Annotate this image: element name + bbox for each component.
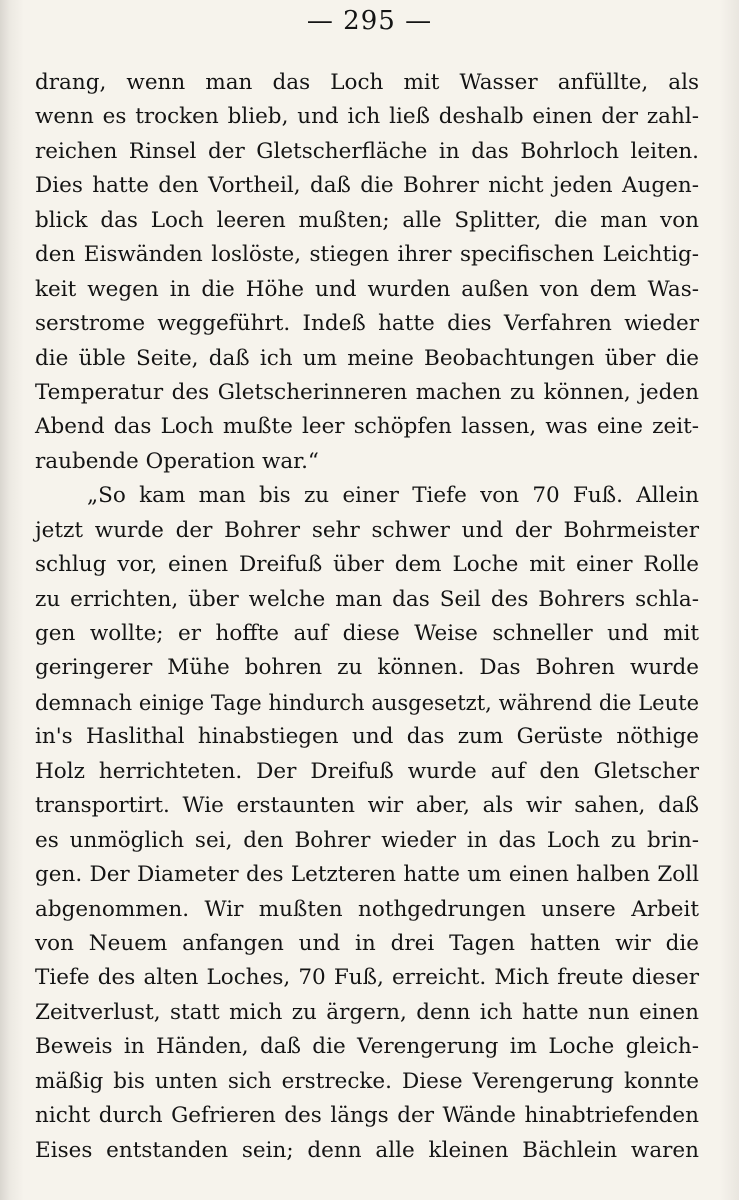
text-line: serstrome weggeführt. Indeß hatte dies Verfahren wieder xyxy=(35,311,699,337)
text-line: es unmöglich sei, den Bohrer wieder in das Loch zu brin- xyxy=(35,827,699,853)
text-line: keit wegen in die Höhe und wurden außen von dem Was- xyxy=(35,276,699,302)
text-line: wenn es trocken blieb, und ich ließ deshalb einen der zahl- xyxy=(35,104,699,130)
text-line: jetzt wurde der Bohrer sehr schwer und der Bohrmeister xyxy=(35,517,699,543)
text-line: den Eiswänden loslöste, stiegen ihrer specifischen Leichtig- xyxy=(35,242,699,268)
text-line: Eises entstanden sein; denn alle kleinen Bächlein waren xyxy=(35,1137,699,1163)
text-line: von Neuem anfangen und in drei Tagen hatten wir die xyxy=(35,930,699,956)
text-line: blick das Loch leeren mußten; alle Splitter, die man von xyxy=(35,207,699,233)
text-line: reichen Rinsel der Gletscherfläche in das Bohrloch leiten. xyxy=(35,138,699,164)
text-line: die üble Seite, daß ich um meine Beobachtungen über die xyxy=(35,345,699,371)
text-line: raubende Operation war.“ xyxy=(35,448,319,474)
text-line: gen. Der Diameter des Letzteren hatte um einen halben Zoll xyxy=(35,862,699,888)
text-line: Abend das Loch mußte leer schöpfen lassen, was eine zeit- xyxy=(35,414,699,440)
text-line: zu errichten, über welche man das Seil des Bohrers schla- xyxy=(35,586,699,612)
text-line: schlug vor, einen Dreifuß über dem Loche mit einer Rolle xyxy=(35,552,699,578)
text-line: Beweis in Händen, daß die Verengerung im Loche gleich- xyxy=(35,1034,699,1060)
text-line: geringerer Mühe bohren zu können. Das Bohren wurde xyxy=(35,655,699,681)
text-line: nicht durch Gefrieren des längs der Wände hinabtriefenden xyxy=(35,1103,699,1129)
text-line: „So kam man bis zu einer Tiefe von 70 Fuß. Allein xyxy=(87,483,699,509)
text-line: demnach einige Tage hindurch ausgesetzt, während die Leute xyxy=(35,690,699,715)
text-line: Dies hatte den Vortheil, daß die Bohrer nicht jeden Augen- xyxy=(35,173,699,199)
text-line: abgenommen. Wir mußten nothgedrungen unsere Arbeit xyxy=(35,896,699,922)
text-line: mäßig bis unten sich erstrecke. Diese Verengerung konnte xyxy=(35,1068,699,1094)
text-line: Holz herrichteten. Der Dreifuß wurde auf den Gletscher xyxy=(35,758,699,784)
text-line: Tiefe des alten Loches, 70 Fuß, erreicht. Mich freute dieser xyxy=(35,965,699,991)
text-line: Temperatur des Gletscherinneren machen zu können, jeden xyxy=(35,379,699,405)
page-number: — 295 — xyxy=(306,6,433,36)
text-line: drang, wenn man das Loch mit Wasser anfüllte, als xyxy=(35,70,699,95)
text-line: in's Haslithal hinabstiegen und das zum Gerüste nöthige xyxy=(35,724,699,750)
text-line: gen wollte; er hoffte auf diese Weise schneller und mit xyxy=(35,621,699,646)
body-text xyxy=(35,66,699,1168)
text-line: Zeitverlust, statt mich zu ärgern, denn ich hatte nun einen xyxy=(35,999,699,1025)
text-line: transportirt. Wie erstaunten wir aber, als wir sahen, daß xyxy=(35,793,699,819)
